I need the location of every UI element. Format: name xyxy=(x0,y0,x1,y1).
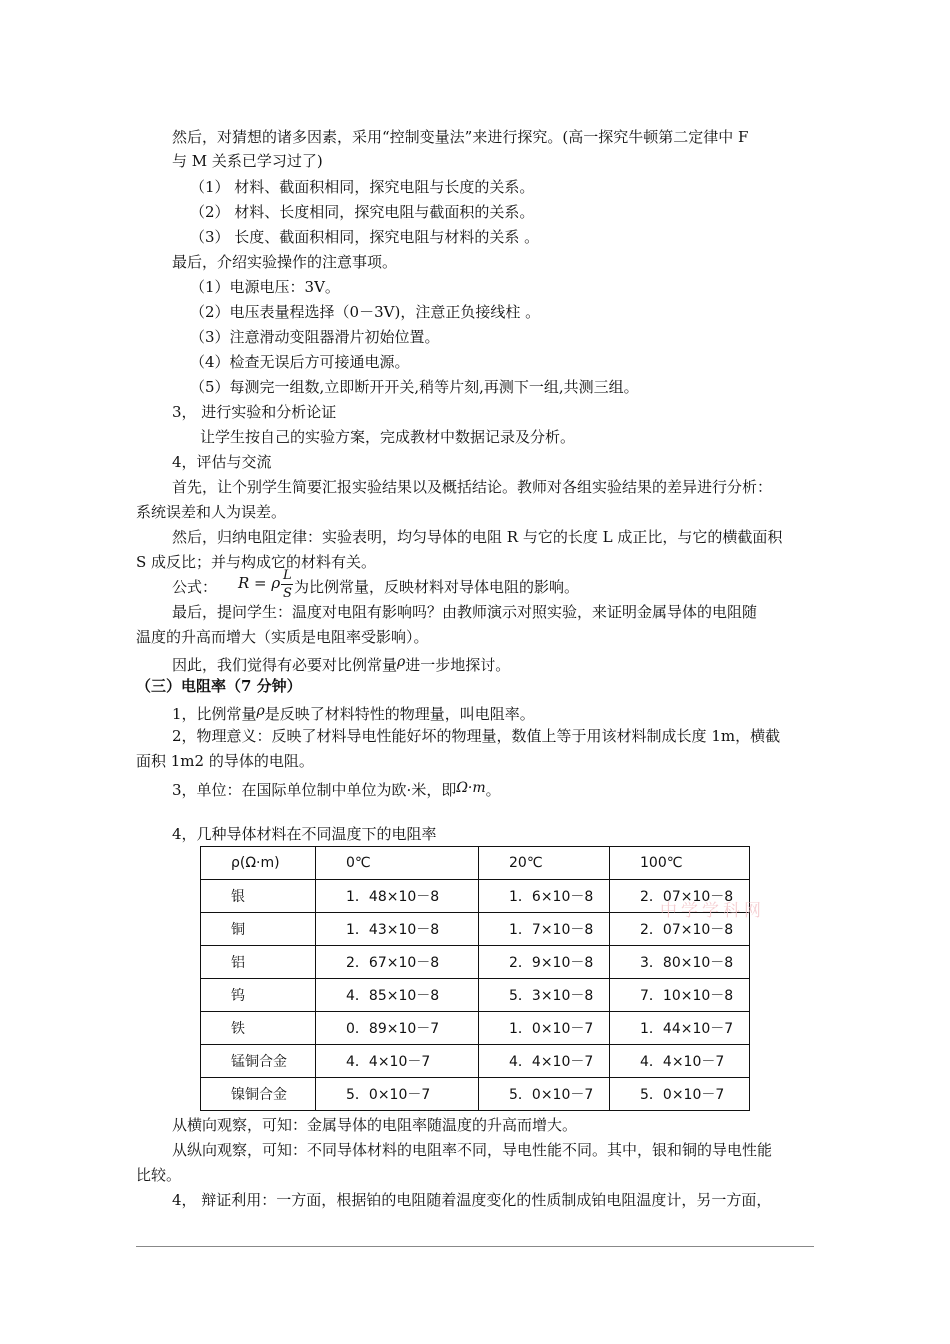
paragraph-precautions: 最后，介绍实验操作的注意事项。 xyxy=(172,253,398,271)
formula-r-rho: R = ρ xyxy=(238,574,281,592)
table-cell: 2．9×10－8 xyxy=(479,946,610,979)
table-cell: 2．67×10－8 xyxy=(316,946,479,979)
table-cell: 1．48×10－8 xyxy=(316,880,479,913)
resistivity-def-a: 1，比例常量 xyxy=(172,705,257,723)
table-cell: 7．10×10－8 xyxy=(610,979,750,1012)
paragraph-experiment: 让学生按自己的实验方案，完成教材中数据记录及分析。 xyxy=(200,428,576,446)
table-cell: 铝 xyxy=(201,946,316,979)
observation-vertical-cont: 比较。 xyxy=(136,1166,182,1184)
table-cell: 5．3×10－8 xyxy=(479,979,610,1012)
table-row xyxy=(201,1012,750,1045)
table-cell: 5．0×10－7 xyxy=(479,1078,610,1111)
table-header-cell: ρ(Ω·m) xyxy=(201,847,316,880)
note-5: （5）每测完一组数,立即断开开关,稍等片刻,再测下一组,共测三组。 xyxy=(190,378,639,396)
paragraph-resistance-law: 然后，归纳电阻定律：实验表明，均匀导体的电阻 R 与它的长度 L 成正比，与它的横截面积 xyxy=(172,528,783,546)
paragraph-evaluation-cont: 系统误差和人为误差。 xyxy=(136,503,287,521)
resistivity-table xyxy=(200,846,750,1111)
table-cell: 铜 xyxy=(201,913,316,946)
table-cell: 1．0×10－7 xyxy=(479,1012,610,1045)
paragraph-control-variables: 然后，对猜想的诸多因素，采用“控制变量法”来进行探究。(高一探究牛顿第二定律中 F xyxy=(172,128,749,146)
step-3: （3） 长度、截面积相同，探究电阻与材料的关系 。 xyxy=(190,228,540,246)
formula-numerator: L xyxy=(283,568,292,583)
note-2: （2）电压表量程选择（0－3V)，注意正负接线柱 。 xyxy=(190,303,541,321)
table-header-row xyxy=(201,847,750,880)
rho-symbol-2: ρ xyxy=(256,703,265,719)
note-1: （1）电源电压：3V。 xyxy=(190,278,340,296)
table-cell: 0．89×10－7 xyxy=(316,1012,479,1045)
table-header-cell: 20℃ xyxy=(479,847,610,880)
unit-end: 。 xyxy=(485,781,501,799)
table-cell: 锰铜合金 xyxy=(201,1045,316,1078)
physical-meaning-cont: 面积 1m2 的导体的电阻。 xyxy=(136,752,314,770)
section-heading-resistivity: （三）电阻率（7 分钟） xyxy=(136,677,302,695)
paragraph-resistance-law-cont: S 成反比；并与构成它的材料有关。 xyxy=(136,553,377,571)
table-row xyxy=(201,1078,750,1111)
heading-4: 4，评估与交流 xyxy=(172,453,272,471)
heading-3: 3， 进行实验和分析论证 xyxy=(172,403,337,421)
table-cell: 1．7×10－8 xyxy=(479,913,610,946)
footer-rule xyxy=(136,1246,814,1247)
paragraph-control-variables-cont: 与 M 关系已学习过了) xyxy=(172,152,323,170)
table-row xyxy=(201,946,750,979)
table-cell: 铁 xyxy=(201,1012,316,1045)
table-cell: 1．43×10－8 xyxy=(316,913,479,946)
table-cell: 2．07×10－8 xyxy=(610,913,750,946)
unit-symbol: Ω·m xyxy=(456,780,486,796)
table-cell: 银 xyxy=(201,880,316,913)
step-1: （1） 材料、截面积相同，探究电阻与长度的关系。 xyxy=(190,178,535,196)
paragraph-temperature: 最后，提问学生：温度对电阻有影响吗？由教师演示对照实验，来证明金属导体的电阻随 xyxy=(172,603,758,621)
table-cell: 4．4×10－7 xyxy=(610,1045,750,1078)
table-cell: 4．4×10－7 xyxy=(479,1045,610,1078)
table-cell: 5．0×10－7 xyxy=(316,1078,479,1111)
formula-denominator: S xyxy=(283,586,292,601)
note-4: （4）检查无误后方可接通电源。 xyxy=(190,353,410,371)
paragraph-evaluation: 首先，让个别学生简要汇报实验结果以及概括结论。教师对各组实验结果的差异进行分析： xyxy=(172,478,773,496)
paragraph-therefore-b: 进一步地探讨。 xyxy=(405,656,511,674)
step-2: （2） 材料、长度相同，探究电阻与截面积的关系。 xyxy=(190,203,535,221)
table-cell: 1．44×10－7 xyxy=(610,1012,750,1045)
paragraph-therefore-a: 因此，我们觉得有必要对比例常量 xyxy=(172,656,398,674)
table-cell: 1．6×10－8 xyxy=(479,880,610,913)
table-row xyxy=(201,979,750,1012)
paragraph-therefore xyxy=(172,652,510,675)
paragraph-temperature-cont: 温度的升高而增大（实质是电阻率受影响）。 xyxy=(136,628,429,646)
dialectical-use: 4， 辩证利用：一方面，根据铂的电阻随着温度变化的性质制成铂电阻温度计，另一方面， xyxy=(172,1191,772,1209)
observation-horizontal: 从横向观察，可知：金属导体的电阻率随温度的升高而增大。 xyxy=(172,1116,578,1134)
table-cell: 钨 xyxy=(201,979,316,1012)
resistivity-def xyxy=(172,701,535,724)
table-cell: 4．85×10－8 xyxy=(316,979,479,1012)
unit-text: 3，单位：在国际单位制中单位为欧·米，即 xyxy=(172,781,457,799)
table-cell: 2．07×10－8 xyxy=(610,880,750,913)
note-3: （3）注意滑动变阻器滑片初始位置。 xyxy=(190,328,440,346)
unit-line xyxy=(172,778,501,800)
physical-meaning: 2，物理意义：反映了材料导电性能好坏的物理量，数值上等于用该材料制成长度 1m，横截 xyxy=(172,727,781,745)
table-cell: 镍铜合金 xyxy=(201,1078,316,1111)
resistivity-def-b: 是反映了材料特性的物理量，叫电阻率。 xyxy=(264,705,535,723)
formula-label: 公式： xyxy=(172,578,218,596)
table-cell: 3．80×10－8 xyxy=(610,946,750,979)
table-cell: 5．0×10－7 xyxy=(610,1078,750,1111)
formula-explanation: 为比例常量，反映材料对导体电阻的影响。 xyxy=(294,578,580,596)
table-caption: 4，几种导体材料在不同温度下的电阻率 xyxy=(172,825,437,843)
rho-symbol: ρ xyxy=(397,654,406,670)
table-row xyxy=(201,1045,750,1078)
observation-vertical: 从纵向观察，可知：不同导体材料的电阻率不同，导电性能不同。其中，银和铜的导电性能 xyxy=(172,1141,773,1159)
table-cell: 4．4×10－7 xyxy=(316,1045,479,1078)
table-header-cell: 0℃ xyxy=(316,847,479,880)
table-header-cell: 100℃ xyxy=(610,847,750,880)
watermark: 中学学科网 xyxy=(660,901,765,921)
